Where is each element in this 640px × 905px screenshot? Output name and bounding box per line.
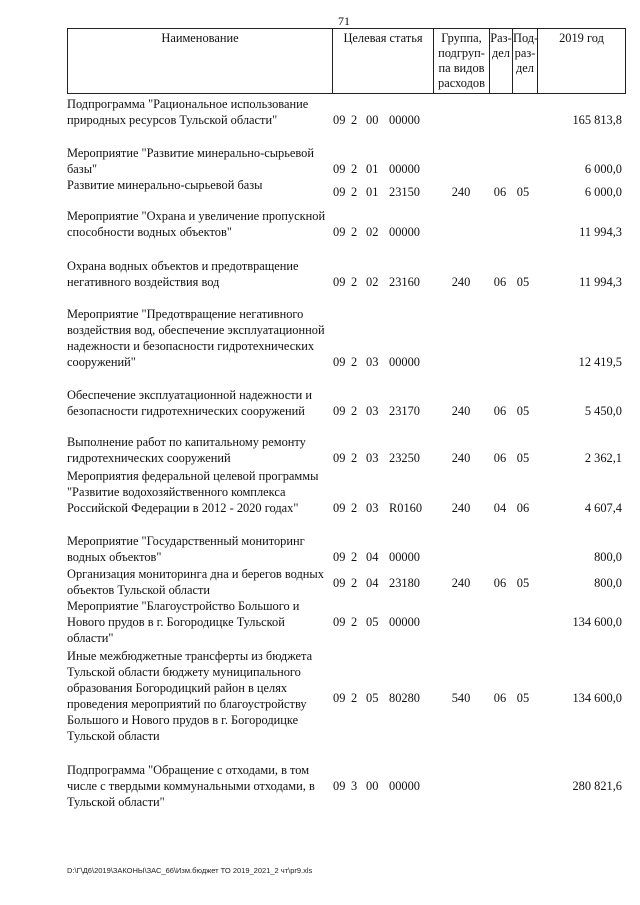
row-amount: 6 000,0 <box>584 185 622 199</box>
row-code-event: 02 <box>366 225 379 239</box>
header-razdel-line: дел <box>492 46 510 60</box>
header-group-line: Группа, <box>441 31 482 45</box>
row-code-program: 09 <box>333 576 346 590</box>
row-name: Подпрограмма "Обращение с отходами, в том числе с твердыми коммунальными отходами, в Тульской области" <box>67 763 315 809</box>
row-amount: 4 607,4 <box>584 501 622 515</box>
row-group: 240 <box>451 185 471 199</box>
row-code-direction: 00000 <box>389 225 420 239</box>
row-code-subprogram: 2 <box>351 691 358 705</box>
row-code-program: 09 <box>333 113 346 127</box>
row-name: Мероприятие "Развитие минерально-сырьевой базы" <box>67 146 314 176</box>
row-name: Мероприятие "Благоустройство Большого и Нового прудов в г. Богородицке Тульской области" <box>67 599 300 645</box>
file-path-footer: D:\Г\Д6\2019\ЗАКОНЫ\ЗАС_66\Изм.бюджет ТО 2019_2021_2 чт\pr9.xls <box>67 866 313 875</box>
row-name: Охрана водных объектов и предотвращение негативного воздействия вод <box>67 259 299 289</box>
table-row <box>67 566 626 598</box>
row-code-direction: 80280 <box>389 691 420 705</box>
row-code-event: 00 <box>366 113 379 127</box>
row-code-subprogram: 2 <box>351 225 358 239</box>
table-row <box>67 96 626 128</box>
row-amount: 5 450,0 <box>584 404 622 418</box>
row-code-direction: R0160 <box>389 501 423 515</box>
table-row <box>67 468 626 532</box>
row-code-direction: 23170 <box>389 404 420 418</box>
row-code-subprogram: 2 <box>351 615 358 629</box>
row-name: Подпрограмма "Рациональное использование природных ресурсов Тульской области" <box>67 97 309 127</box>
row-podrazdel: 05 <box>516 275 530 289</box>
row-razdel: 04 <box>493 501 507 515</box>
header-razdel-line: Раз- <box>490 31 512 45</box>
row-amount: 280 821,6 <box>572 779 622 793</box>
table-row <box>67 648 626 744</box>
header-target: Целевая статья <box>332 29 433 93</box>
row-code-event: 05 <box>366 615 379 629</box>
header-group <box>433 29 489 93</box>
row-code-event: 01 <box>366 185 379 199</box>
row-razdel: 06 <box>493 404 507 418</box>
header-group-line: подгруп- <box>438 46 485 60</box>
table-row <box>67 387 626 419</box>
row-name: Мероприятие "Охрана и увеличение пропускной способности водных объектов" <box>67 209 326 239</box>
row-code-direction: 23180 <box>389 576 420 590</box>
row-code-event: 03 <box>366 501 379 515</box>
row-podrazdel: 05 <box>516 185 530 199</box>
row-code-event: 04 <box>366 576 379 590</box>
header-podrazdel-line: раз- <box>514 46 536 60</box>
row-group: 240 <box>451 451 471 465</box>
row-code-direction: 00000 <box>389 550 420 564</box>
row-razdel: 06 <box>493 275 507 289</box>
row-code-subprogram: 2 <box>351 451 358 465</box>
row-group: 240 <box>451 275 471 289</box>
row-code-event: 03 <box>366 451 379 465</box>
row-code-event: 03 <box>366 404 379 418</box>
table-row <box>67 306 626 370</box>
row-amount: 134 600,0 <box>572 615 622 629</box>
row-code-direction: 00000 <box>389 162 420 176</box>
table-row <box>67 434 626 466</box>
table-row <box>67 258 626 290</box>
row-code-direction: 23160 <box>389 275 420 289</box>
row-code-program: 09 <box>333 275 346 289</box>
row-razdel: 06 <box>493 691 507 705</box>
table-row <box>67 208 626 240</box>
row-code-event: 04 <box>366 550 379 564</box>
row-code-subprogram: 3 <box>351 779 358 793</box>
row-amount: 165 813,8 <box>572 113 622 127</box>
header-group-line: па видов <box>438 61 485 75</box>
row-code-direction: 00000 <box>389 355 420 369</box>
header-podrazdel-line: Под- <box>513 31 539 45</box>
row-name: Обеспечение эксплуатационной надежности и безопасности гидротехнических сооружений <box>67 388 312 418</box>
table-row <box>67 598 626 646</box>
row-code-direction: 00000 <box>389 113 420 127</box>
row-code-program: 09 <box>333 691 346 705</box>
row-code-program: 09 <box>333 225 346 239</box>
row-amount: 12 419,5 <box>578 355 622 369</box>
row-razdel: 06 <box>493 185 507 199</box>
row-code-program: 09 <box>333 501 346 515</box>
row-amount: 6 000,0 <box>584 162 622 176</box>
row-code-direction: 00000 <box>389 615 420 629</box>
row-code-subprogram: 2 <box>351 185 358 199</box>
header-name: Наименование <box>161 31 239 45</box>
row-code-direction: 23250 <box>389 451 420 465</box>
row-code-program: 09 <box>333 162 346 176</box>
row-amount: 800,0 <box>594 576 622 590</box>
row-code-program: 09 <box>333 451 346 465</box>
row-name: Мероприятие "Предотвращение негативного воздействия вод, обеспечение эксплуатационной надежности и безопасности гидротехнических сооружений" <box>67 307 325 369</box>
row-name: Развитие минерально-сырьевой базы <box>67 178 263 192</box>
row-code-event: 02 <box>366 275 379 289</box>
row-podrazdel: 05 <box>516 451 530 465</box>
page-number: 71 <box>338 14 350 28</box>
row-code-subprogram: 2 <box>351 162 358 176</box>
row-name: Организация мониторинга дна и берегов водных объектов Тульской области <box>67 567 324 597</box>
row-amount: 800,0 <box>594 550 622 564</box>
row-amount: 11 994,3 <box>579 225 622 239</box>
row-code-subprogram: 2 <box>351 275 358 289</box>
table-row <box>67 177 626 200</box>
row-code-program: 09 <box>333 355 346 369</box>
header-razdel <box>489 29 512 93</box>
row-amount: 134 600,0 <box>572 691 622 705</box>
row-code-direction: 00000 <box>389 779 420 793</box>
table-row <box>67 762 626 810</box>
table-row <box>67 145 626 177</box>
row-podrazdel: 05 <box>516 404 530 418</box>
row-podrazdel: 05 <box>516 691 530 705</box>
row-code-subprogram: 2 <box>351 113 358 127</box>
row-razdel: 06 <box>493 451 507 465</box>
row-amount: 2 362,1 <box>584 451 622 465</box>
row-code-program: 09 <box>333 615 346 629</box>
row-name: Выполнение работ по капитальному ремонту гидротехнических сооружений <box>67 435 306 465</box>
row-podrazdel: 05 <box>516 576 530 590</box>
row-group: 240 <box>451 576 471 590</box>
row-code-subprogram: 2 <box>351 550 358 564</box>
row-code-subprogram: 2 <box>351 501 358 515</box>
header-year: 2019 год <box>537 29 625 93</box>
row-code-program: 09 <box>333 779 346 793</box>
row-code-subprogram: 2 <box>351 404 358 418</box>
row-code-subprogram: 2 <box>351 355 358 369</box>
row-group: 240 <box>451 501 471 515</box>
row-group: 540 <box>451 691 471 705</box>
row-code-direction: 23150 <box>389 185 420 199</box>
header-podrazdel <box>512 29 537 93</box>
header-group-line: расходов <box>438 76 485 90</box>
header-podrazdel-line: дел <box>516 61 534 75</box>
row-group: 240 <box>451 404 471 418</box>
table-row <box>67 533 626 565</box>
row-name: Мероприятия федеральной целевой программы "Развитие водохозяйственного комплекса Российской Федерации в 2012 - 2020 годах" <box>67 469 319 515</box>
row-code-event: 01 <box>366 162 379 176</box>
row-code-event: 03 <box>366 355 379 369</box>
row-code-program: 09 <box>333 404 346 418</box>
row-code-event: 00 <box>366 779 379 793</box>
row-podrazdel: 06 <box>516 501 530 515</box>
table-header <box>67 28 626 94</box>
row-name: Мероприятие "Государственный мониторинг водных объектов" <box>67 534 305 564</box>
row-amount: 11 994,3 <box>579 275 622 289</box>
row-code-event: 05 <box>366 691 379 705</box>
row-name: Иные межбюджетные трансферты из бюджета Тульской области бюджету муниципального образования Богородицкий район в целях проведения мероприятий по благоустройству Большого и Нового прудов в г. Богородицке Тульской области <box>67 649 313 743</box>
row-razdel: 06 <box>493 576 507 590</box>
row-code-program: 09 <box>333 185 346 199</box>
row-code-subprogram: 2 <box>351 576 358 590</box>
row-code-program: 09 <box>333 550 346 564</box>
